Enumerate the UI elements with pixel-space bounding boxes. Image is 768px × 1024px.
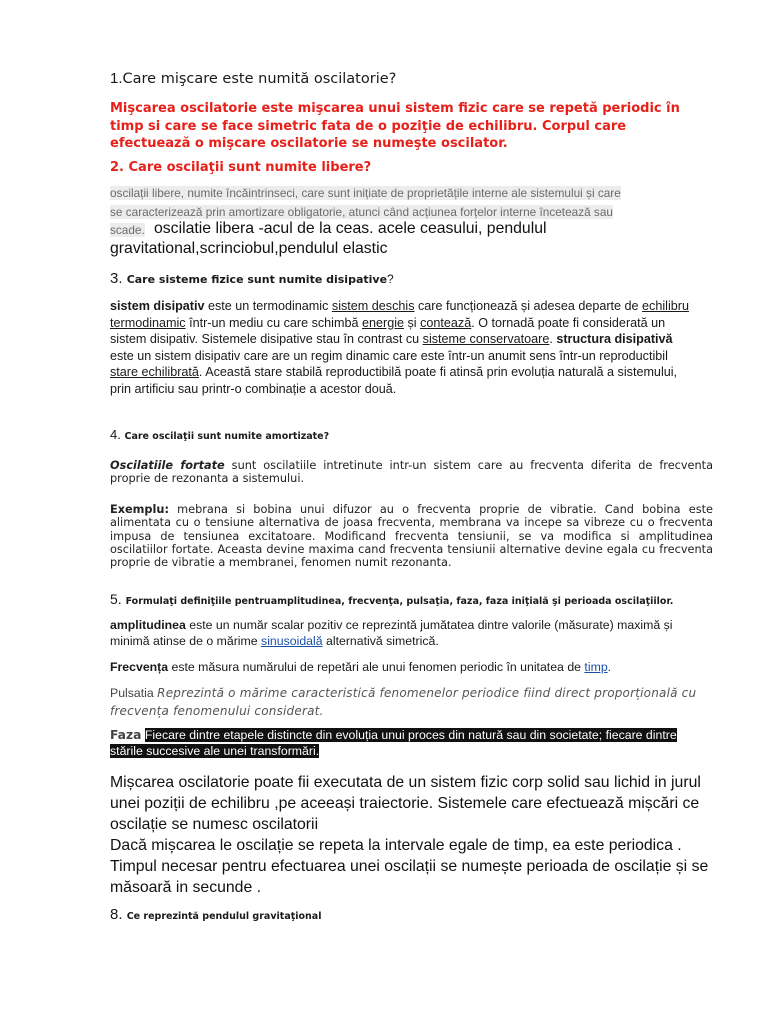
term-oscilatiile-fortate: Oscilatiile fortate bbox=[110, 459, 225, 472]
text: sunt oscilatiile intretinute intr-un sistem care au frecventa diferita de frecventa proprie de rezonanta a sistemului. bbox=[110, 459, 713, 485]
definition-pulsatia bbox=[110, 685, 720, 720]
text: este un termodinamic bbox=[204, 299, 332, 313]
question-8 bbox=[110, 906, 710, 923]
link-stare-echilibrata[interactable]: stare echilibrată bbox=[110, 365, 199, 379]
question-number: 5. bbox=[110, 591, 122, 607]
term-pulsatia: Pulsatia bbox=[110, 686, 158, 700]
text: . O tornadă poate fi considerată un sistem disipativ. Sistemele disipative stau în contrast cu bbox=[110, 315, 666, 346]
link-conteaza[interactable]: contează bbox=[420, 315, 472, 330]
text: este un sistem disipativ care are un regim dinamic care este într-un anumit sens într-un reproductibil bbox=[110, 348, 668, 363]
question-title: Care oscilaţii sunt numite amortizate? bbox=[124, 431, 330, 442]
link-sinusoidala[interactable]: sinusoidală bbox=[261, 634, 323, 649]
question-1 bbox=[110, 70, 710, 87]
pulsatia-text: Reprezintă o mărime caracteristică fenomenelor periodice fiind direct proporțională cu frecvența fenomenului considerat. bbox=[110, 686, 697, 718]
question-number: 8. bbox=[110, 906, 123, 923]
quote-line: oscilații libere, numite încăintrinseci, care sunt inițiate de proprietățile interne ale sistemului și care bbox=[110, 186, 621, 200]
example-label: Exemplu: bbox=[110, 503, 169, 516]
question-5 bbox=[110, 591, 710, 607]
definition-frecventa bbox=[110, 659, 710, 675]
link-timp[interactable]: timp bbox=[584, 660, 608, 674]
text: și bbox=[404, 315, 421, 330]
oscillatory-motion-paragraph bbox=[110, 772, 720, 898]
question-mark: ? bbox=[387, 272, 394, 286]
question-number: 2. bbox=[110, 160, 124, 175]
quote-line: scade. bbox=[110, 223, 145, 237]
link-energie[interactable]: energie bbox=[361, 315, 404, 330]
term-faza: Faza bbox=[110, 728, 142, 742]
text: este un număr scalar pozitiv ce reprezintă jumătatea dintre valorile (măsurate) maximă și minimă atinse de o mărime bbox=[110, 618, 673, 649]
link-sisteme-conservatoare[interactable]: sisteme conservatoare bbox=[422, 332, 550, 346]
question-number: 1. bbox=[110, 70, 123, 87]
definition-faza bbox=[110, 728, 690, 759]
answer-2-text bbox=[110, 219, 670, 259]
link-sistem-deschis[interactable]: sistem deschis bbox=[331, 299, 415, 313]
answer-3 bbox=[110, 298, 690, 397]
text: alternativă simetrică. bbox=[322, 634, 439, 649]
faza-highlighted-text: Fiecare dintre etapele distincte din evoluția unui proces din natură sau din societate; fiecare dintre stările succesive ale unei transformări. bbox=[110, 728, 677, 758]
question-3 bbox=[110, 270, 710, 287]
term-amplitudinea: amplitudinea bbox=[110, 618, 186, 632]
quote-line: se caracterizează prin amortizare obligatorie, atunci când acțiunea forțelor interne încetează sau bbox=[110, 204, 613, 219]
question-title: Care sisteme fizice sunt numite disipative bbox=[126, 273, 388, 286]
text: . bbox=[607, 660, 612, 674]
link-echilibru-termodinamic[interactable]: echilibru termodinamic bbox=[110, 299, 689, 330]
text: care funcționează și adesea departe de bbox=[414, 299, 643, 313]
question-2 bbox=[110, 160, 710, 175]
text: mebrana si bobina unui difuzor au o frecventa proprie de vibratie. Cand bobina este alimentata cu o tensiune alternativa de joasa frecventa, membrana va incepe sa vibreze cu o frecventa impusa de tensiunea excitatoare. Modificand frecventa tensiunii, se va modifica si amplitudinea oscilatiilor fortate. Aceasta devine maxima cand frecventa tensiunii alternative devine egala cu frecventa proprie de vibratie a membranei, fenomen numit rezonanta. bbox=[110, 503, 713, 570]
question-title: Care oscilaţii sunt numite libere? bbox=[128, 160, 372, 175]
term-structura-disipativa: structura disipativă bbox=[556, 332, 673, 346]
text: . bbox=[549, 332, 557, 346]
question-title: Care mişcare este numită oscilatorie? bbox=[122, 71, 397, 87]
definition-amplitudinea bbox=[110, 617, 680, 650]
text: într-un mediu cu care schimbă bbox=[185, 315, 362, 330]
term-sistem-disipativ: sistem disipativ bbox=[110, 299, 205, 313]
answer-1: Mişcarea oscilatorie este mişcarea unui sistem fizic care se repetă periodic în timp si care se face simetric fata de o poziţie de echilibru. Corpul care efectuează o mişcare oscilatorie se numeşte oscilator. bbox=[110, 101, 680, 151]
question-number: 4. bbox=[110, 427, 121, 442]
paragraph: Mișcarea oscilatorie poate fii executata de un sistem fizic corp solid sau lichid in jurul unei poziții de echilibru ,pe aceeași traiectorie. Sistemele care efectuează mișcări ce oscilație se numesc oscilatorii bbox=[110, 774, 701, 833]
term-frecventa: Frecvența bbox=[110, 660, 169, 674]
text: este măsura numărului de repetări ale unui fenomen periodic în unitatea de bbox=[168, 660, 585, 674]
text: . Această stare stabilă reproductibilă poate fi atinsă prin evoluția naturală a sistemului, prin artificiu sau printr-o combinație a acestor două. bbox=[110, 365, 678, 396]
answer-4-example bbox=[110, 503, 713, 569]
answer-4-definition bbox=[110, 459, 713, 485]
paragraph: Dacă mișcarea le oscilație se repeta la intervale egale de timp, ea este periodica . Timpul necesar pentru efectuarea unei oscilații se numește perioada de oscilație și se măsoară in secunde . bbox=[110, 837, 709, 896]
question-4 bbox=[110, 427, 710, 442]
libera-text: oscilatie libera -acul de la ceas. acele ceasului, pendulul gravitational,scrinciobul,pendulul elastic bbox=[110, 220, 547, 257]
question-title: Formulaţi definiţiile pentruamplitudinea, frecvenţa, pulsaţia, faza, faza iniţială şi perioada oscilaţiilor. bbox=[125, 596, 674, 607]
question-title: Ce reprezintă pendulul gravitaţional bbox=[126, 911, 322, 922]
question-number: 3. bbox=[110, 270, 123, 287]
